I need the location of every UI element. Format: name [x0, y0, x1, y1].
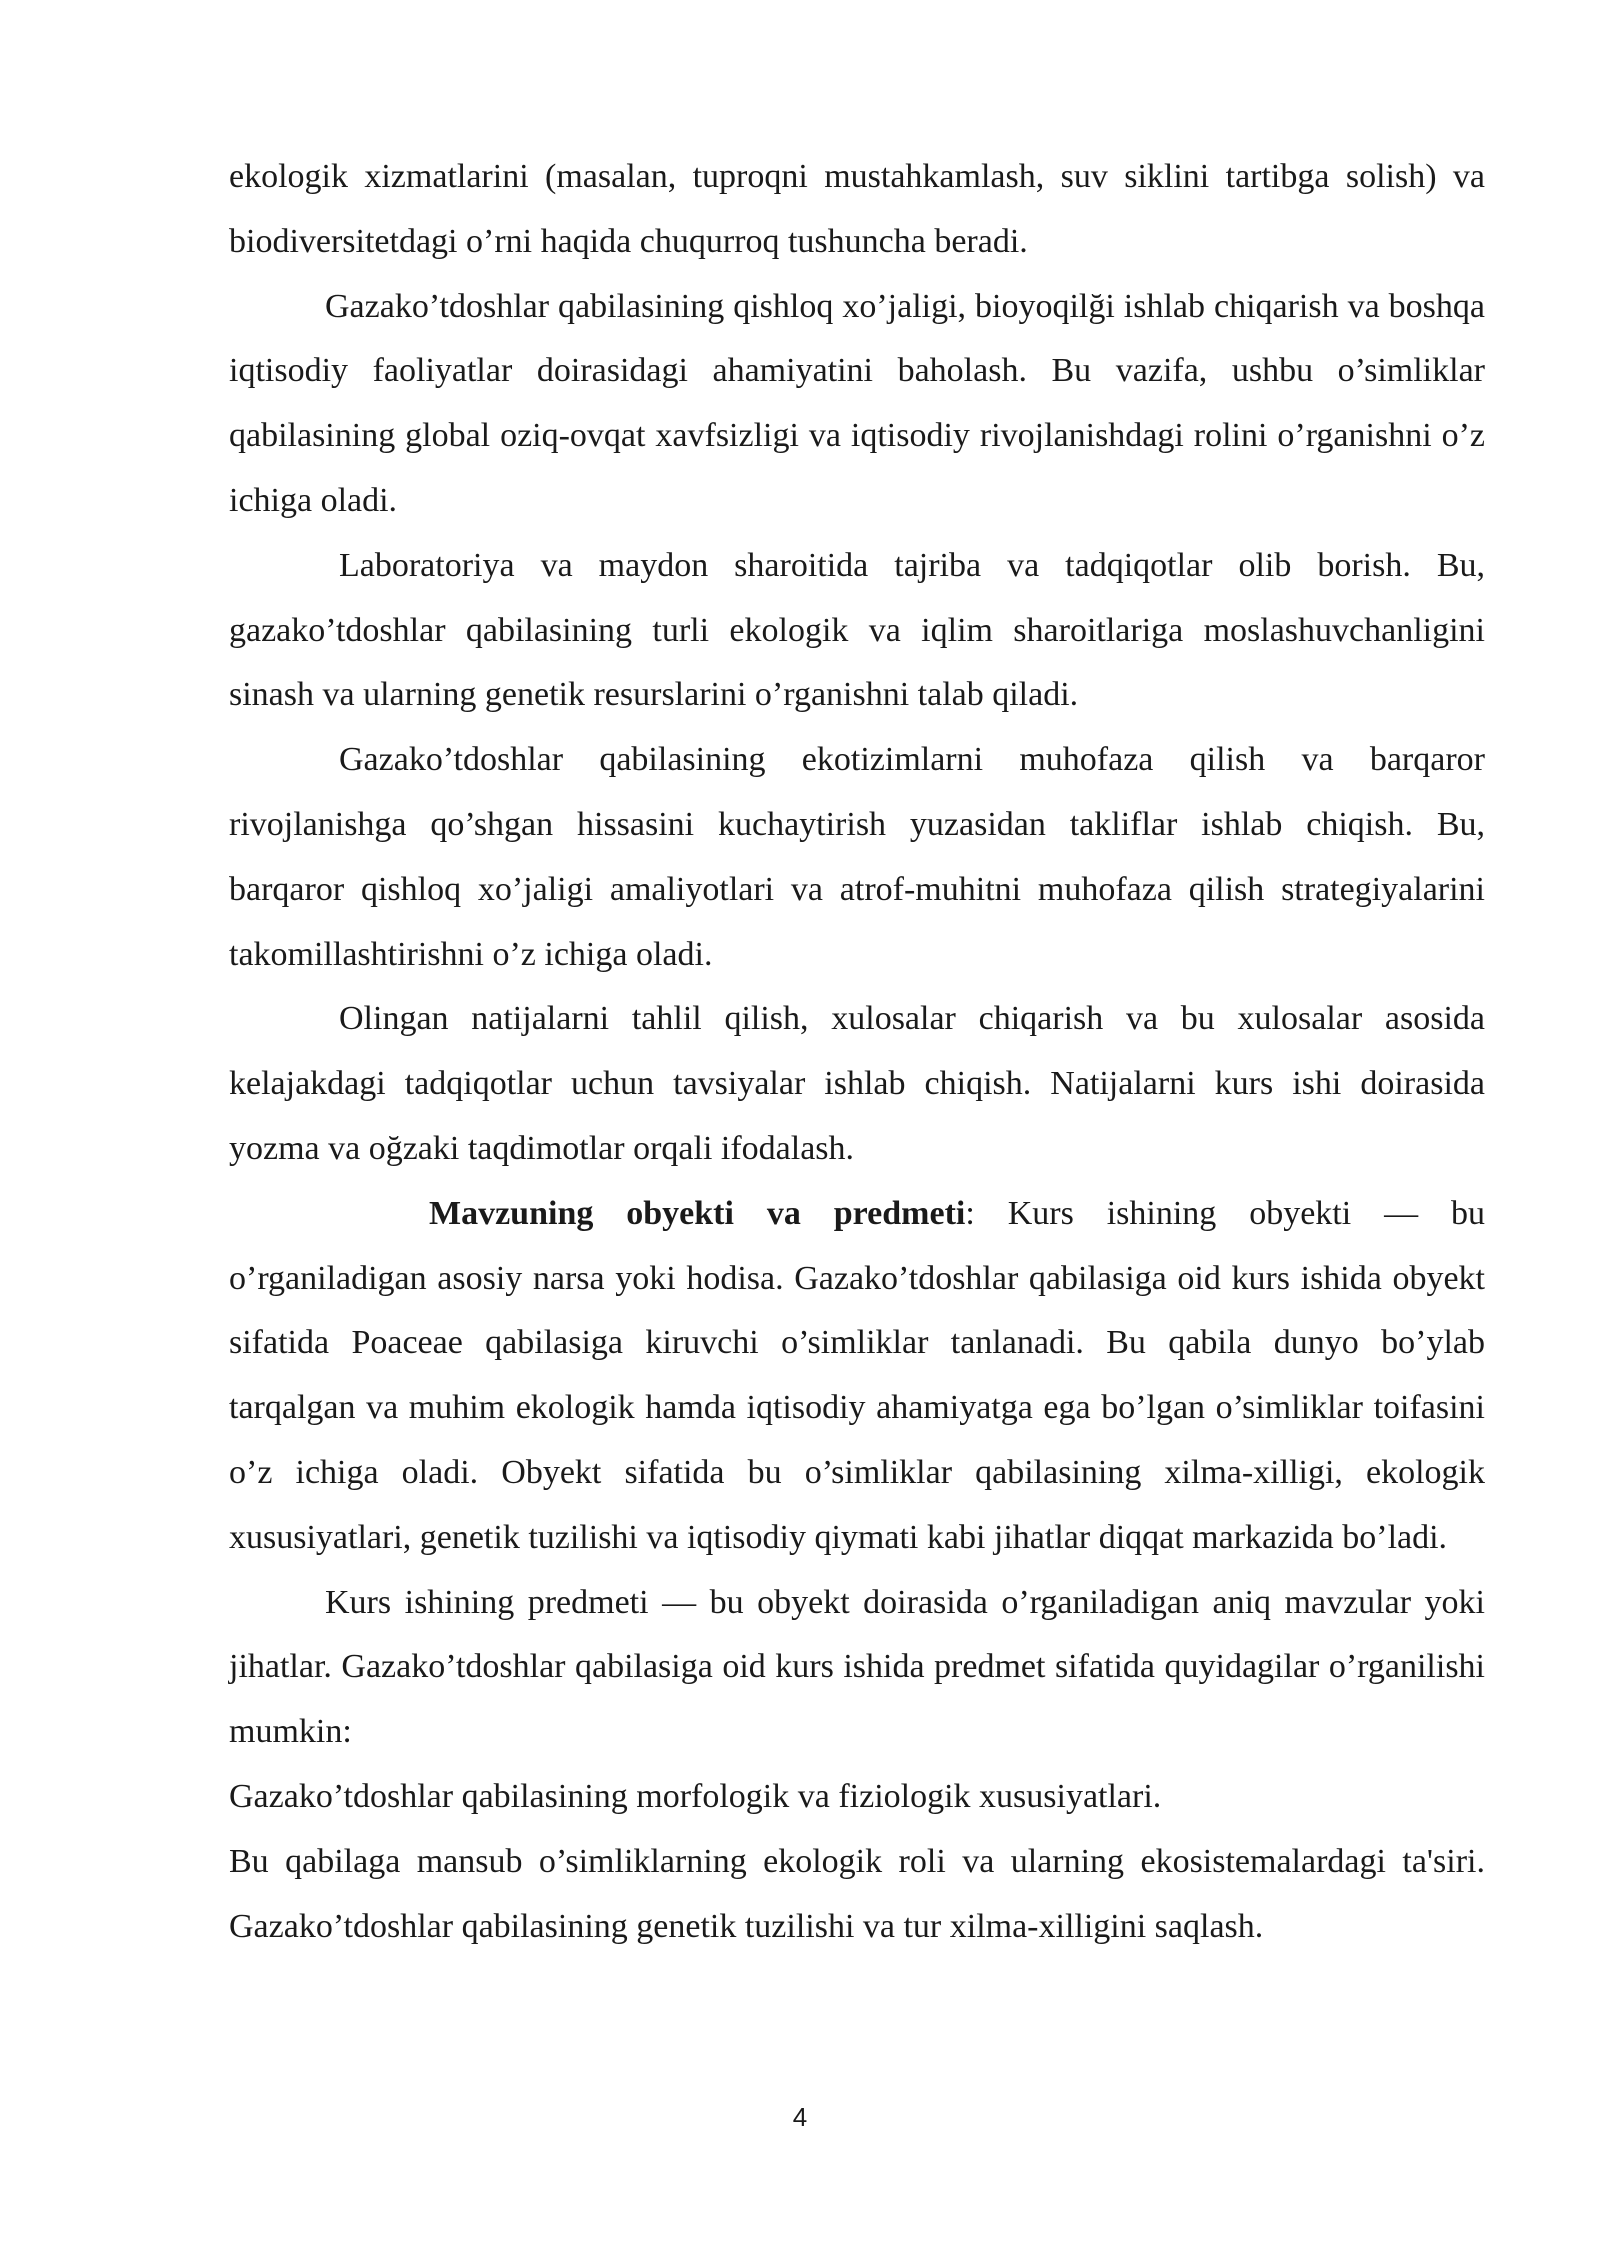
body-text: [229, 145, 1485, 1959]
paragraph-laboratory-research: Laboratoriya va maydon sharoitida tajriba va tadqiqotlar olib borish. Bu, gazako’tdoshlar qabilasining turli ekologik va iqlim sharoitlariga moslashuvchanligini sinash va ularning genetik resurslarini o’rganishni talab qiladi.: [229, 546, 1485, 714]
section-heading: Mavzuning obyekti va predmeti: [429, 1194, 966, 1232]
object-description: : Kurs ishining obyekti — bu o’rganiladigan asosiy narsa yoki hodisa. Gazako’tdoshlar qabilasiga oid kurs ishida obyekt sifatida Poaceae qabilasiga kiruvchi o’simliklar tanlanadi. Bu qabila dunyo bo’ylab tarqalgan va muhim ekologik hamda iqtisodiy ahamiyatga ega bo’lgan o’simliklar toifasini o’z ichiga oladi. Obyekt sifatida bu o’simliklar qabilasining xilma-xilligi, ekologik xususiyatlari, genetik tuzilishi va iqtisodiy qiymati kabi jihatlar diqqat markazida bo’ladi.: [229, 1194, 1486, 1556]
paragraph-object-of-study: [229, 1182, 1485, 1571]
page-number: 4: [792, 2102, 808, 2132]
paragraph-subject-of-study: Kurs ishining predmeti — bu obyekt doirasida o’rganiladigan aniq mavzular yoki jihatlar. Gazako’tdoshlar qabilasiga oid kurs ishida predmet sifatida quyidagilar o’rganilishi mumkin:: [229, 1583, 1485, 1751]
paragraph-continuation: ekologik xizmatlarini (masalan, tuproqni mustahkamlash, suv siklini tartibga solish) va biodiversitetdagi o’rni haqida chuqurroq tushuncha beradi.: [229, 158, 1485, 260]
paragraph-economic-importance: Gazako’tdoshlar qabilasining qishloq xo’jaligi, bioyoqilği ishlab chiqarish va boshqa iqtisodiy faoliyatlar doirasidagi ahamiyatini baholash. Bu vazifa, ushbu o’simliklar qabilasining global oziq-ovqat xavfsizligi va iqtisodiy rivojlanishdagi rolini o’rganishni o’z ichiga oladi.: [229, 287, 1485, 519]
paragraph-ecosystem-protection: Gazako’tdoshlar qabilasining ekotizimlarni muhofaza qilish va barqaror rivojlanishga qo’shgan hissasini kuchaytirish yuzasidan takliflar ishlab chiqish. Bu, barqaror qishloq xo’jaligi amaliyotlari va atrof-muhitni muhofaza qilish strategiyalarini takomillashtirishni o’z ichiga oladi.: [229, 741, 1485, 973]
list-item: Bu qabilaga mansub o’simliklarning ekologik roli va ularning ekosistemalardagi ta'siri. Gazako’tdoshlar qabilasining genetik tuzilishi va tur xilma-xilligini saqlash.: [229, 1842, 1485, 1945]
paragraph-results-analysis: Olingan natijalarni tahlil qilish, xulosalar chiqarish va bu xulosalar asosida kelajakdagi tadqiqotlar uchun tavsiyalar ishlab chiqish. Natijalarni kurs ishi doirasida yozma va oğzaki taqdimotlar orqali ifodalash.: [229, 1000, 1485, 1167]
list-item: Gazako’tdoshlar qabilasining morfologik va fiziologik xususiyatlari.: [229, 1777, 1162, 1815]
